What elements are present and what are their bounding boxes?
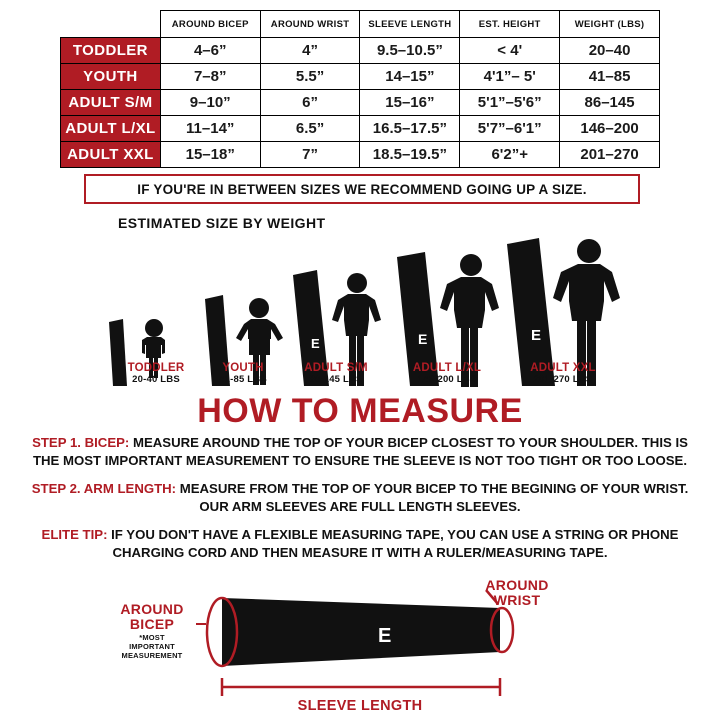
table-row: [61, 64, 660, 90]
cell-adult-lxl-bicep: 11–14”: [160, 116, 260, 142]
figure-label-adult-sm-name: ADULT S/M: [304, 362, 368, 374]
cell-toddler-height: < 4': [460, 38, 560, 64]
figure-label-youth-weight: 41-85 LBS: [219, 374, 267, 386]
svg-text:E: E: [418, 331, 428, 347]
cell-adult-xxl-bicep: 15–18”: [160, 142, 260, 168]
around-wrist-label-line1: AROUND: [485, 577, 549, 593]
table-row: [61, 142, 660, 168]
figure-label-adult-xxl-weight: 201-270 LBS: [533, 374, 593, 386]
header-blank: [61, 11, 161, 38]
cell-toddler-sleeve: 9.5–10.5”: [360, 38, 460, 64]
svg-text:E: E: [311, 336, 320, 351]
estimated-size-title: ESTIMATED SIZE BY WEIGHT: [118, 215, 326, 231]
table-row: [61, 116, 660, 142]
cell-adult-lxl-weight: 146–200: [560, 116, 660, 142]
step-arm-length-lead: STEP 2. ARM LENGTH:: [31, 481, 177, 497]
cell-youth-wrist: 5.5”: [260, 64, 360, 90]
header-around-bicep: AROUND BICEP: [160, 11, 260, 38]
figure-label-adult-xxl: [500, 362, 626, 385]
around-bicep-label-line2: BICEP: [129, 615, 175, 632]
step-elite-tip: [25, 526, 695, 561]
around-bicep-note-line3: MEASUREMENT: [121, 651, 183, 661]
step-elite-tip-lead: ELITE TIP:: [41, 527, 108, 543]
cell-youth-bicep: 7–8”: [160, 64, 260, 90]
table-row: [61, 90, 660, 116]
how-to-measure-title: HOW TO MEASURE: [197, 392, 523, 430]
figure-label-adult-sm: [276, 362, 396, 385]
row-label-adult-lxl: ADULT L/XL: [61, 116, 161, 142]
cell-adult-sm-height: 5'1”–5'6”: [460, 90, 560, 116]
figure-label-toddler-weight: 20-40 LBS: [132, 374, 180, 386]
step-bicep-lead: STEP 1. BICEP:: [32, 435, 130, 450]
figure-label-toddler-name: TODDLER: [127, 362, 185, 374]
around-wrist-label: [462, 578, 572, 607]
how-to-measure-steps: [25, 434, 695, 572]
sleeve-length-label: SLEEVE LENGTH: [297, 698, 423, 714]
step-bicep: [25, 434, 695, 469]
size-table-head: [61, 11, 660, 38]
header-around-wrist: AROUND WRIST: [260, 11, 360, 38]
between-sizes-banner: [84, 174, 640, 204]
cell-toddler-bicep: 4–6”: [160, 38, 260, 64]
svg-text:E: E: [531, 327, 542, 344]
table-header-row: [61, 11, 660, 38]
header-sleeve-length: SLEEVE LENGTH: [360, 11, 460, 38]
cell-adult-sm-wrist: 6”: [260, 90, 360, 116]
figure-label-adult-xxl-name: ADULT XXL: [530, 362, 596, 374]
around-bicep-note-line2: IMPORTANT: [129, 642, 175, 652]
row-label-youth: YOUTH: [61, 64, 161, 90]
cell-adult-sm-weight: 86–145: [560, 90, 660, 116]
figure-label-adult-sm-weight: 86-145 LBS: [309, 374, 363, 386]
figure-label-adult-lxl-weight: 146-200 LBS: [417, 374, 477, 386]
cell-adult-sm-bicep: 9–10”: [160, 90, 260, 116]
step-bicep-body: MEASURE AROUND THE TOP OF YOUR BICEP CLOSEST TO YOUR SHOULDER. THIS IS THE MOST IMPORTANT MEASUREMENT TO ENSURE THE SLEEVE IS NOT TOO TIGHT OR TOO LOOSE.: [32, 435, 688, 468]
row-label-adult-sm: ADULT S/M: [61, 90, 161, 116]
cell-adult-sm-sleeve: 15–16”: [360, 90, 460, 116]
around-bicep-label-line1: AROUND: [120, 601, 184, 617]
size-table-container: [60, 10, 660, 168]
figure-label-adult-lxl-name: ADULT L/XL: [412, 362, 482, 374]
around-bicep-note-line1: *MOST: [139, 633, 165, 643]
row-label-adult-xxl: ADULT XXL: [61, 142, 161, 168]
size-table-body: [61, 38, 660, 168]
header-weight: WEIGHT (LBS): [560, 11, 660, 38]
cell-adult-xxl-weight: 201–270: [560, 142, 660, 168]
cell-youth-height: 4'1”– 5': [460, 64, 560, 90]
cell-toddler-weight: 20–40: [560, 38, 660, 64]
around-bicep-label: [104, 602, 200, 660]
cell-adult-lxl-sleeve: 16.5–17.5”: [360, 116, 460, 142]
size-table: [60, 10, 660, 168]
figure-labels: [95, 362, 640, 394]
step-elite-tip-body: IF YOU DON'T HAVE A FLEXIBLE MEASURING TAPE, YOU CAN USE A STRING OR PHONE CHARGING CORD AND THEN MEASURE IT WITH A RULER/MEASURING TAPE.: [107, 527, 679, 560]
table-row: [61, 38, 660, 64]
header-est-height: EST. HEIGHT: [460, 11, 560, 38]
cell-adult-lxl-wrist: 6.5”: [260, 116, 360, 142]
between-sizes-banner-text: IF YOU'RE IN BETWEEN SIZES WE RECOMMEND GOING UP A SIZE.: [137, 181, 587, 197]
cell-adult-xxl-wrist: 7”: [260, 142, 360, 168]
around-wrist-label-line2: WRIST: [493, 591, 541, 608]
figure-label-youth-name: YOUTH: [222, 362, 264, 374]
cell-adult-xxl-sleeve: 18.5–19.5”: [360, 142, 460, 168]
step-arm-length-body: MEASURE FROM THE TOP OF YOUR BICEP TO THE BEGINING OF YOUR WRIST. OUR ARM SLEEVES ARE FULL LENGTH SLEEVES.: [176, 481, 689, 514]
cell-adult-xxl-height: 6'2”+: [460, 142, 560, 168]
sleeve-diagram: [0, 577, 720, 720]
cell-youth-sleeve: 14–15”: [360, 64, 460, 90]
cell-toddler-wrist: 4”: [260, 38, 360, 64]
cell-youth-weight: 41–85: [560, 64, 660, 90]
cell-adult-lxl-height: 5'7”–6'1”: [460, 116, 560, 142]
svg-text:E: E: [378, 625, 392, 647]
step-arm-length: [25, 480, 695, 515]
row-label-toddler: TODDLER: [61, 38, 161, 64]
figure-label-adult-lxl: [384, 362, 510, 385]
